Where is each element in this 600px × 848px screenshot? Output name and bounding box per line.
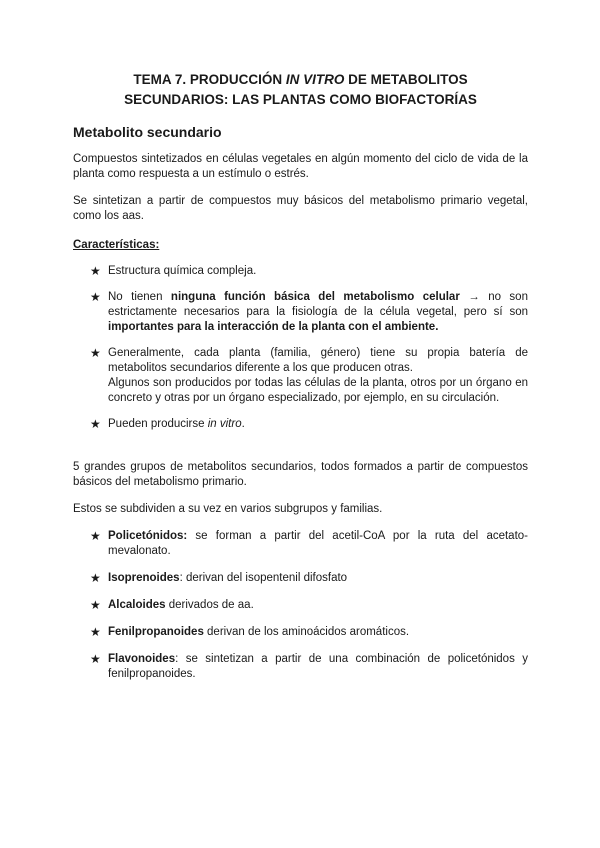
list-item-text: Generalmente, cada planta (familia, género) tiene su propia batería de metabolitos secundarios diferente a los que producen otras. bbox=[108, 347, 528, 374]
list-item bbox=[73, 529, 528, 559]
page-title bbox=[73, 70, 528, 110]
star-icon: ★ bbox=[90, 529, 101, 543]
list-item bbox=[73, 417, 528, 432]
list-item-text: no son estrictamente necesarios para la fisiología de la célula vegetal, pero sí son bbox=[108, 291, 528, 318]
group-name: Fenilpropanoides bbox=[108, 626, 204, 638]
document-page bbox=[73, 70, 528, 682]
group-desc: derivan de los aminoácidos aromáticos. bbox=[203, 626, 410, 638]
title-italic: IN VITRO bbox=[285, 72, 345, 87]
list-item-text: Pueden producirse bbox=[108, 418, 208, 430]
list-item-text: No tienen bbox=[108, 291, 171, 303]
group-name: Flavonoides bbox=[108, 653, 176, 665]
list-item bbox=[73, 264, 528, 279]
list-item-bold: importantes para la interacción de la planta con el ambiente. bbox=[108, 321, 439, 333]
star-icon: ★ bbox=[90, 598, 101, 612]
star-icon: ★ bbox=[90, 652, 101, 666]
star-icon: ★ bbox=[90, 417, 101, 431]
characteristics-list bbox=[73, 264, 528, 432]
group-desc: se forman a partir del acetil-CoA por la ruta del acetato-mevalonato. bbox=[108, 530, 528, 557]
list-item-text: . bbox=[241, 418, 245, 430]
star-icon: ★ bbox=[90, 346, 101, 360]
group-name: Isoprenoides bbox=[108, 572, 180, 584]
paragraph-groups: 5 grandes grupos de metabolitos secundarios, todos formados a partir de compuestos básicos del metabolismo primario. bbox=[73, 461, 528, 488]
star-icon: ★ bbox=[90, 290, 101, 304]
paragraph-definition: Compuestos sintetizados en células vegetales en algún momento del ciclo de vida de la planta como respuesta a un estímulo o estrés. bbox=[73, 153, 528, 180]
list-item bbox=[73, 346, 528, 406]
star-icon: ★ bbox=[90, 625, 101, 639]
paragraph-origin: Se sintetizan a partir de compuestos muy básicos del metabolismo primario vegetal, como los aas. bbox=[73, 195, 528, 222]
list-item bbox=[73, 625, 528, 640]
title-part-2: DE METABOLITOS bbox=[344, 72, 468, 87]
list-item-text: Algunos son producidos por todas las células de la planta, otros por un órgano en concreto y otras por un órgano especializado, por ejemplo, en su circulación. bbox=[108, 377, 528, 404]
list-item-text: Estructura química compleja. bbox=[108, 265, 257, 277]
group-desc: : derivan del isopentenil difosfato bbox=[179, 572, 348, 584]
group-desc: derivados de aa. bbox=[165, 599, 254, 611]
list-item bbox=[73, 652, 528, 682]
title-line-2: SECUNDARIOS: LAS PLANTAS COMO BIOFACTORÍAS bbox=[124, 92, 477, 107]
list-item-italic: in vitro bbox=[207, 418, 242, 430]
list-item bbox=[73, 290, 528, 335]
list-item bbox=[73, 598, 528, 613]
list-item bbox=[73, 571, 528, 586]
paragraph-subdivision: Estos se subdividen a su vez en varios subgrupos y familias. bbox=[73, 503, 383, 515]
group-name: Policetónidos: bbox=[108, 530, 188, 542]
section-heading: Metabolito secundario bbox=[73, 124, 222, 140]
list-item-bold: ninguna función básica del metabolismo celular → bbox=[170, 291, 480, 303]
group-name: Alcaloides bbox=[108, 599, 166, 611]
group-desc: : se sintetizan a partir de una combinación de policetónidos y fenilpropanoides. bbox=[108, 653, 528, 680]
star-icon: ★ bbox=[90, 264, 101, 278]
characteristics-heading: Características: bbox=[73, 239, 160, 251]
groups-list bbox=[73, 529, 528, 682]
title-part-1: TEMA 7. PRODUCCIÓN bbox=[133, 72, 286, 87]
star-icon: ★ bbox=[90, 571, 101, 585]
